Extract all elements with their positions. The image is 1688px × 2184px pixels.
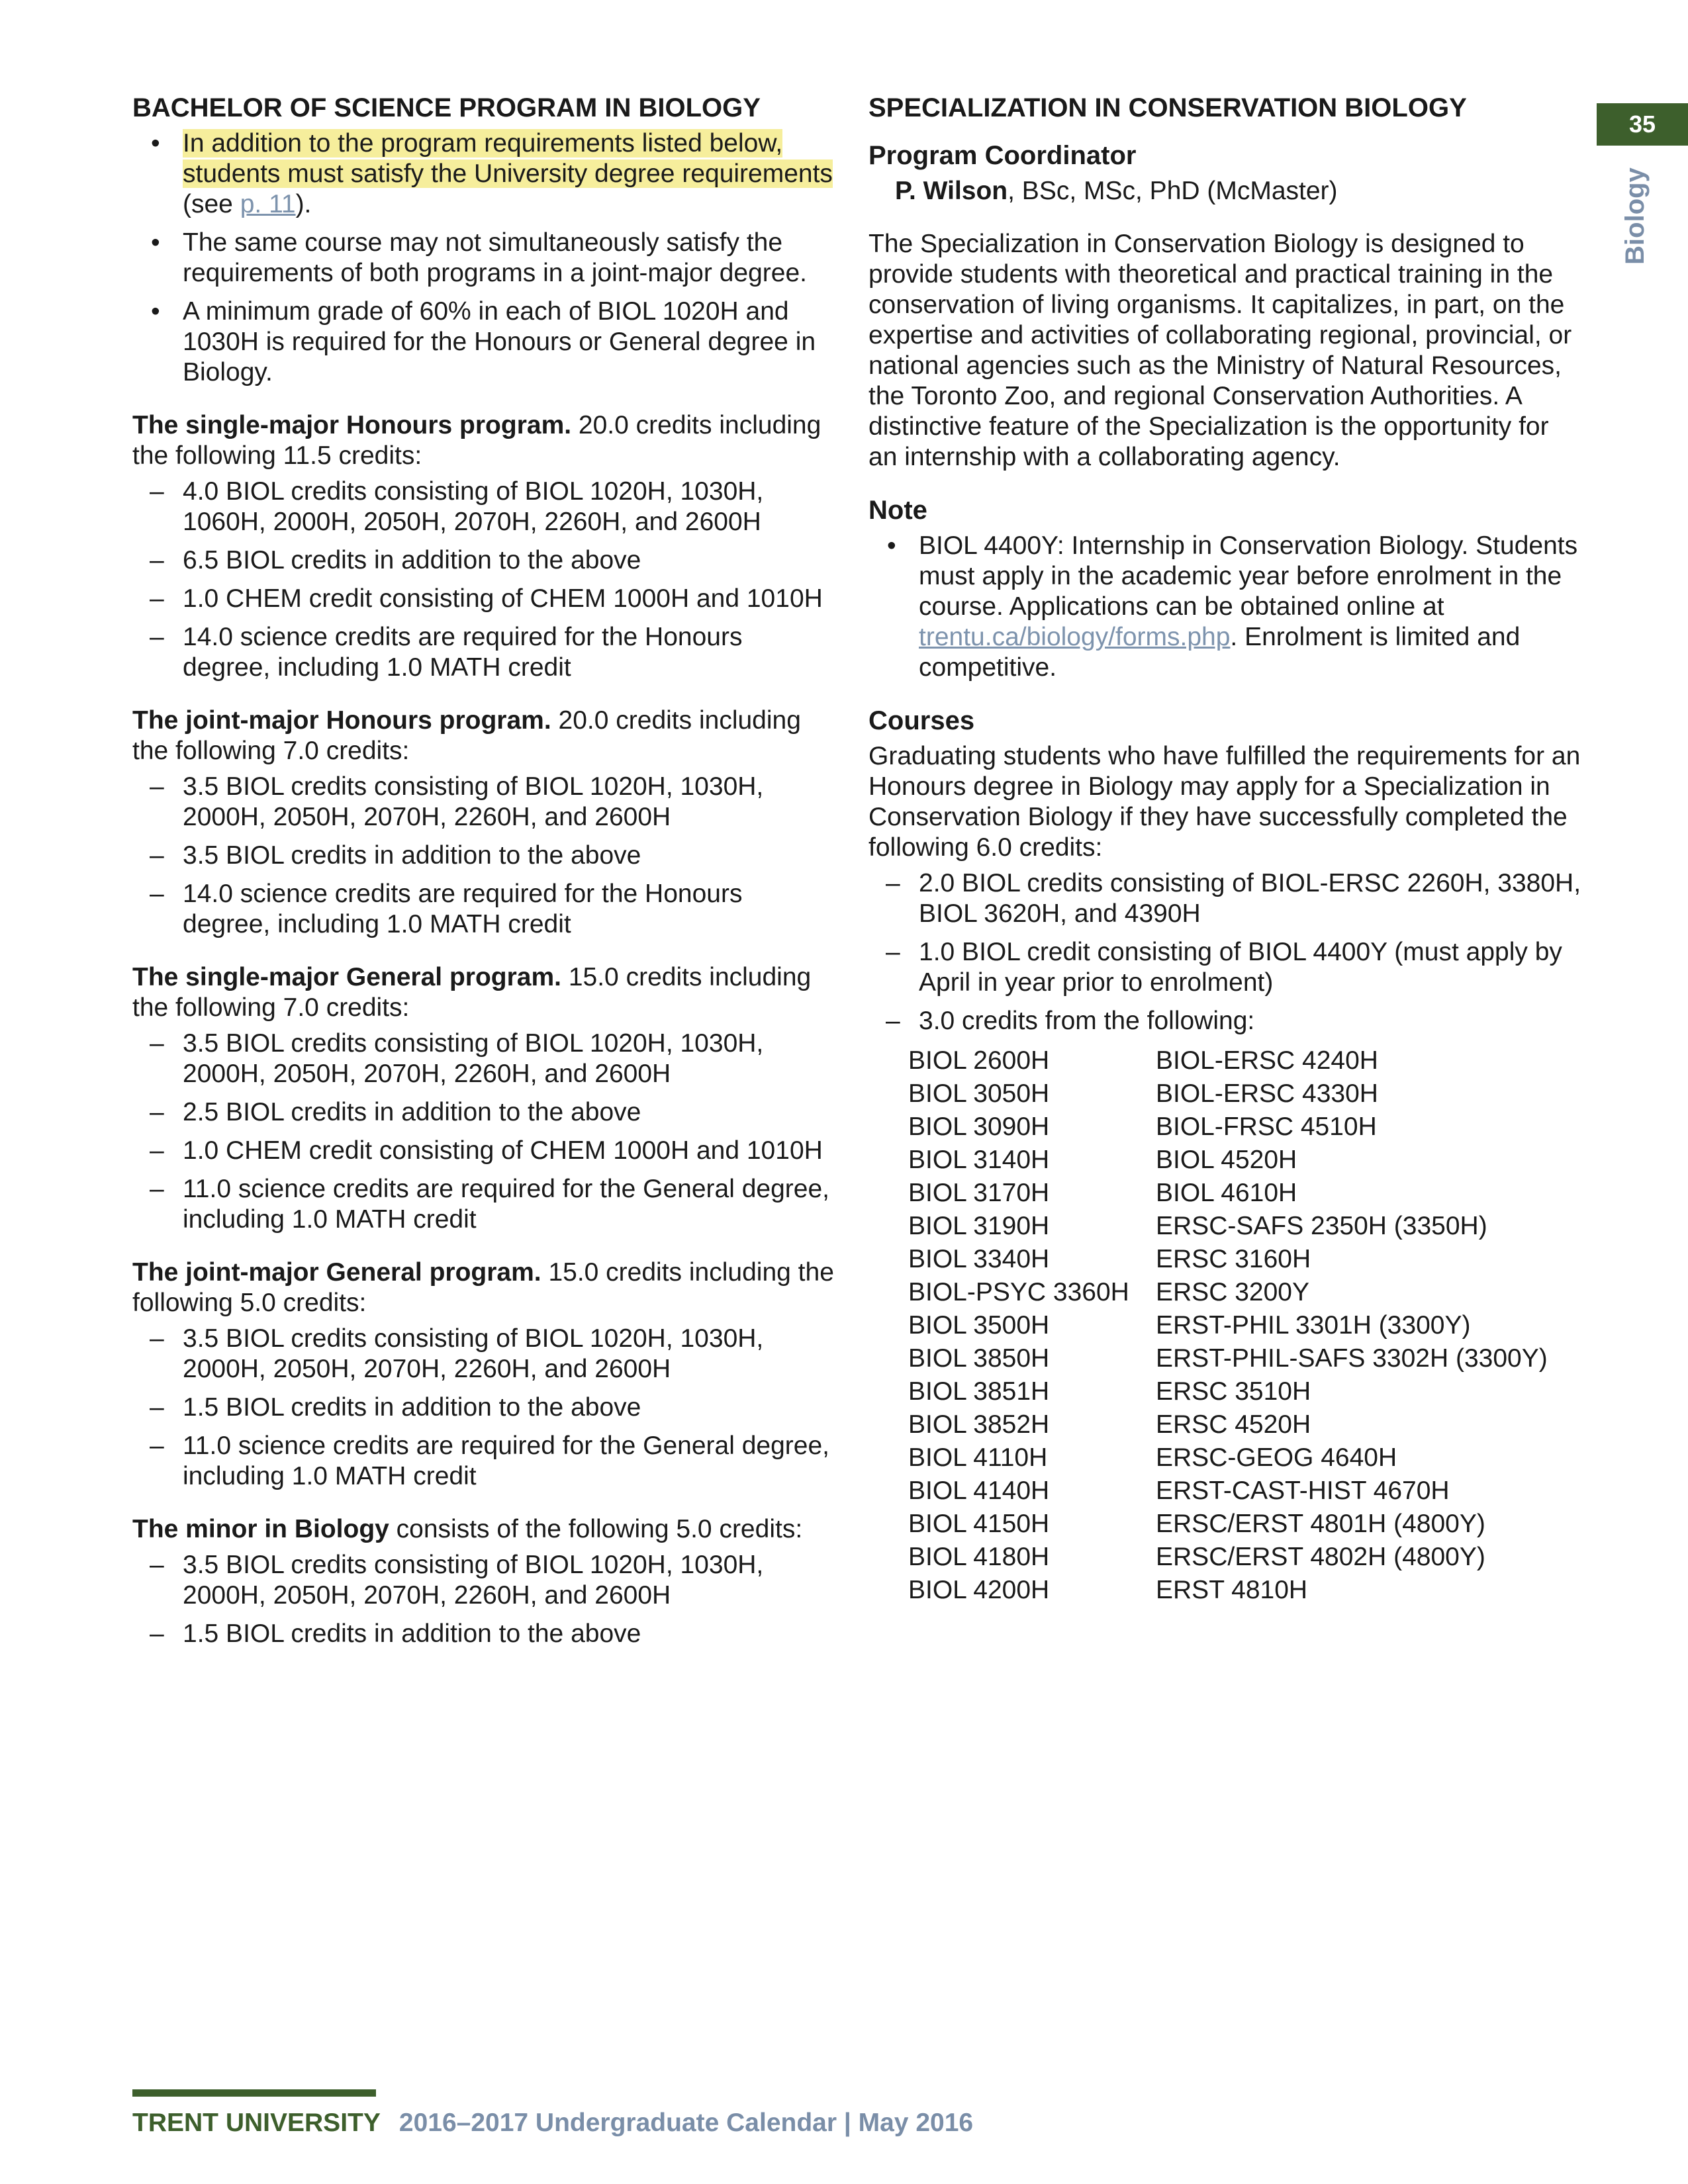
dash-icon: – [150, 1393, 164, 1422]
course-cell: BIOL 4140H [908, 1477, 1050, 1505]
table-row [908, 1044, 1548, 1077]
course-cell: ERST-CAST-HIST 4670H [1156, 1477, 1450, 1505]
list-item [132, 545, 834, 576]
course-cell: ERSC-SAFS 2350H (3350H) [1156, 1212, 1487, 1240]
item-text: 11.0 science credits are required for the General degree, including 1.0 MATH credit [183, 1175, 829, 1234]
list-item [132, 1028, 834, 1089]
right-column [868, 93, 1583, 1607]
course-cell: BIOL 3340H [908, 1245, 1050, 1273]
course-cell: ERSC/ERST 4801H (4800Y) [1156, 1510, 1485, 1538]
section-intro [132, 962, 834, 1023]
left-column [132, 93, 834, 1657]
coordinator-line [868, 176, 1583, 206]
item-text: 1.0 CHEM credit consisting of CHEM 1000H and 1010H [183, 584, 823, 613]
coordinator-credentials: , BSc, MSc, PhD (McMaster) [1008, 177, 1338, 205]
program-section [132, 1257, 834, 1492]
list-item [132, 1392, 834, 1423]
see-text: (see [183, 190, 240, 218]
coordinator-name: P. Wilson [895, 177, 1008, 205]
course-cell: BIOL 3500H [908, 1311, 1050, 1340]
note-text: The same course may not simultaneously satisfy the requirements of both programs in a joint-major degree. [183, 228, 807, 287]
dash-icon: – [150, 584, 164, 613]
list-item [868, 937, 1583, 998]
section-heading: The single-major Honours program. [132, 411, 572, 439]
course-cell: BIOL 3850H [908, 1344, 1050, 1373]
page-11-link[interactable]: p. 11 [240, 190, 296, 218]
course-cell: ERSC 4520H [1156, 1410, 1311, 1439]
course-cell: BIOL-FRSC 4510H [1156, 1113, 1377, 1141]
courses-requirements-list [868, 868, 1583, 1036]
item-text: 3.5 BIOL credits consisting of BIOL 1020H, 1030H, 2000H, 2050H, 2070H, 2260H, and 2600H [183, 1029, 764, 1088]
dash-icon: – [150, 1029, 164, 1058]
section-heading: The joint-major General program. [132, 1258, 541, 1287]
dash-icon: – [886, 1007, 900, 1035]
table-row [908, 1111, 1548, 1144]
section-intro [132, 1257, 834, 1318]
course-cell: BIOL 4520H [1156, 1146, 1297, 1174]
program-notes-list [132, 128, 834, 388]
course-cell: BIOL 3852H [908, 1410, 1050, 1439]
list-item [132, 296, 834, 388]
table-row [908, 1177, 1548, 1210]
list-item [868, 531, 1583, 683]
item-text: 14.0 science credits are required for the Honours degree, including 1.0 MATH credit [183, 623, 743, 682]
specialization-title: SPECIALIZATION IN CONSERVATION BIOLOGY [868, 93, 1467, 122]
section-heading: The joint-major Honours program. [132, 706, 551, 735]
footer-university: TRENT UNIVERSITY [132, 2109, 381, 2137]
requirements-list [132, 1028, 834, 1235]
dash-icon: – [150, 1175, 164, 1203]
highlighted-text: In addition to the program requirements listed below, students must satisfy the University degree requirements [183, 129, 833, 188]
course-cell: BIOL 3170H [908, 1179, 1050, 1207]
course-cell: ERST-PHIL 3301H (3300Y) [1156, 1311, 1471, 1340]
footer-calendar: 2016–2017 Undergraduate Calendar | May 2016 [399, 2109, 974, 2137]
item-text: 2.5 BIOL credits in addition to the above [183, 1098, 641, 1126]
list-item [132, 841, 834, 871]
item-text: 3.5 BIOL credits consisting of BIOL 1020H, 1030H, 2000H, 2050H, 2070H, 2260H, and 2600H [183, 1551, 764, 1610]
note-text: A minimum grade of 60% in each of BIOL 1020H and 1030H is required for the Honours or General degree in Biology. [183, 297, 816, 387]
table-row [908, 1475, 1548, 1508]
item-text: 2.0 BIOL credits consisting of BIOL-ERSC 2260H, 3380H, BIOL 3620H, and 4390H [919, 869, 1581, 928]
course-cell: BIOL-ERSC 4330H [1156, 1079, 1378, 1108]
courses-intro: Graduating students who have fulfilled the requirements for an Honours degree in Biology may apply for a Specialization in Conservation Biology if they have successfully completed the following 6.0 credits: [868, 742, 1581, 862]
coordinator-heading: Program Coordinator [868, 141, 1137, 170]
item-text: 4.0 BIOL credits consisting of BIOL 1020H, 1030H, 1060H, 2000H, 2050H, 2070H, 2260H, and 2600H [183, 477, 764, 536]
dash-icon: – [150, 1551, 164, 1579]
section-heading: The minor in Biology [132, 1515, 389, 1543]
bullet-icon: • [887, 531, 896, 560]
dash-icon: – [150, 546, 164, 574]
page-footer [132, 2109, 973, 2138]
item-text: 1.5 BIOL credits in addition to the above [183, 1393, 641, 1422]
list-item [132, 622, 834, 683]
courses-heading: Courses [868, 706, 975, 735]
dash-icon: – [150, 1432, 164, 1460]
program-section [132, 705, 834, 940]
dash-icon: – [150, 477, 164, 506]
dash-icon: – [150, 623, 164, 651]
course-cell: ERSC 3510H [1156, 1377, 1311, 1406]
item-text: 1.0 CHEM credit consisting of CHEM 1000H and 1010H [183, 1136, 823, 1165]
table-row [908, 1144, 1548, 1177]
item-text: 3.5 BIOL credits in addition to the above [183, 841, 641, 870]
course-cell: BIOL 4150H [908, 1510, 1050, 1538]
course-cell: ERST-PHIL-SAFS 3302H (3300Y) [1156, 1344, 1548, 1373]
section-text: 15.0 credits including the following 5.0 credits: [132, 1258, 834, 1317]
item-text: 3.5 BIOL credits consisting of BIOL 1020H, 1030H, 2000H, 2050H, 2070H, 2260H, and 2600H [183, 772, 764, 831]
list-item [132, 1174, 834, 1235]
dash-icon: – [886, 869, 900, 897]
course-cell: BIOL 4180H [908, 1543, 1050, 1571]
list-item [132, 772, 834, 833]
course-cell: ERSC 3160H [1156, 1245, 1311, 1273]
course-cell: BIOL 3140H [908, 1146, 1050, 1174]
dash-icon: – [150, 1136, 164, 1165]
program-section [132, 1514, 834, 1649]
course-cell: ERSC-GEOG 4640H [1156, 1443, 1397, 1472]
requirements-list [132, 1324, 834, 1492]
list-item [132, 128, 834, 220]
course-cell: BIOL 3050H [908, 1079, 1050, 1108]
footer-rule [132, 2089, 376, 2097]
table-row [908, 1441, 1548, 1475]
course-cell: ERSC 3200Y [1156, 1278, 1309, 1306]
list-item [132, 879, 834, 940]
table-row [908, 1210, 1548, 1243]
section-intro [132, 410, 834, 471]
program-section [132, 410, 834, 683]
list-item [868, 1006, 1583, 1036]
list-item [868, 868, 1583, 929]
dash-icon: – [150, 772, 164, 801]
requirements-list [132, 477, 834, 683]
closing-text: ). [295, 190, 312, 218]
table-row [908, 1408, 1548, 1441]
course-cell: ERST 4810H [1156, 1576, 1308, 1604]
dash-icon: – [150, 880, 164, 908]
bullet-icon: • [151, 129, 160, 158]
course-cell: BIOL 2600H [908, 1046, 1050, 1075]
forms-link[interactable]: trentu.ca/biology/forms.php [919, 623, 1231, 651]
requirements-list [132, 1550, 834, 1649]
table-row [908, 1375, 1548, 1408]
course-cell: BIOL-PSYC 3360H [908, 1278, 1129, 1306]
course-cell: BIOL 4200H [908, 1576, 1050, 1604]
course-cell: BIOL 4610H [1156, 1179, 1297, 1207]
item-text: 11.0 science credits are required for the General degree, including 1.0 MATH credit [183, 1432, 829, 1490]
note-end-text: . Enrolment is limited and competitive. [919, 623, 1521, 682]
course-cell: ERSC/ERST 4802H (4800Y) [1156, 1543, 1485, 1571]
section-intro [132, 1514, 834, 1545]
list-item [132, 1136, 834, 1166]
item-text: 1.0 BIOL credit consisting of BIOL 4400Y (must apply by April in year prior to enrolment) [919, 938, 1562, 997]
course-options-table [908, 1044, 1548, 1607]
list-item [132, 1431, 834, 1492]
dash-icon: – [150, 841, 164, 870]
course-cell: BIOL 4110H [908, 1443, 1048, 1472]
bullet-icon: • [151, 228, 160, 257]
course-cell: BIOL-ERSC 4240H [1156, 1046, 1378, 1075]
table-row [908, 1276, 1548, 1309]
page-number-tab [1597, 103, 1688, 146]
section-heading: The single-major General program. [132, 963, 561, 991]
item-text: 3.5 BIOL credits consisting of BIOL 1020H, 1030H, 2000H, 2050H, 2070H, 2260H, and 2600H [183, 1324, 764, 1383]
table-row [908, 1508, 1548, 1541]
list-item [132, 477, 834, 537]
section-side-label [1612, 156, 1658, 275]
section-text: 20.0 credits including the following 11.5 credits: [132, 411, 821, 470]
specialization-intro: The Specialization in Conservation Biology is designed to provide students with theoretical and practical training in the conservation of living organisms. It capitalizes, in part, on the expertise and activities of collaborating regional, provincial, or national agencies such as the Ministry of Natural Resources, the Toronto Zoo, and regional Conservation Authorities. A distinctive feature of the Specialization is the opportunity for an internship with a collaborating agency. [868, 230, 1572, 471]
list-item [132, 1619, 834, 1649]
dash-icon: – [150, 1324, 164, 1353]
table-row [908, 1342, 1548, 1375]
list-item [132, 584, 834, 614]
bullet-icon: • [151, 297, 160, 326]
section-text: 15.0 credits including the following 7.0 credits: [132, 963, 812, 1022]
item-text: 6.5 BIOL credits in addition to the above [183, 546, 641, 574]
item-text: 3.0 credits from the following: [919, 1007, 1255, 1035]
dash-icon: – [150, 1619, 164, 1648]
note-heading: Note [868, 496, 927, 525]
requirements-list [132, 772, 834, 940]
list-item [132, 1550, 834, 1611]
list-item [132, 1324, 834, 1385]
list-item [132, 228, 834, 289]
list-item [132, 1097, 834, 1128]
item-text: 1.5 BIOL credits in addition to the above [183, 1619, 641, 1648]
table-row [908, 1574, 1548, 1607]
dash-icon: – [886, 938, 900, 966]
table-row [908, 1077, 1548, 1111]
item-text: 14.0 science credits are required for the Honours degree, including 1.0 MATH credit [183, 880, 743, 938]
section-intro [132, 705, 834, 766]
program-section [132, 962, 834, 1235]
section-text: consists of the following 5.0 credits: [389, 1515, 803, 1543]
table-row [908, 1541, 1548, 1574]
note-text: BIOL 4400Y: Internship in Conservation Biology. Students must apply in the academic year before enrolment in the course. Applications can be obtained online at [919, 531, 1578, 621]
section-text: 20.0 credits including the following 7.0 credits: [132, 706, 801, 765]
note-list [868, 531, 1583, 683]
dash-icon: – [150, 1098, 164, 1126]
bsc-program-title: BACHELOR OF SCIENCE PROGRAM IN BIOLOGY [132, 93, 761, 122]
side-label-text: Biology [1620, 167, 1650, 265]
course-cell: BIOL 3090H [908, 1113, 1050, 1141]
course-cell: BIOL 3851H [908, 1377, 1050, 1406]
table-row [908, 1309, 1548, 1342]
table-row [908, 1243, 1548, 1276]
page-number: 35 [1628, 111, 1656, 138]
course-cell: BIOL 3190H [908, 1212, 1050, 1240]
